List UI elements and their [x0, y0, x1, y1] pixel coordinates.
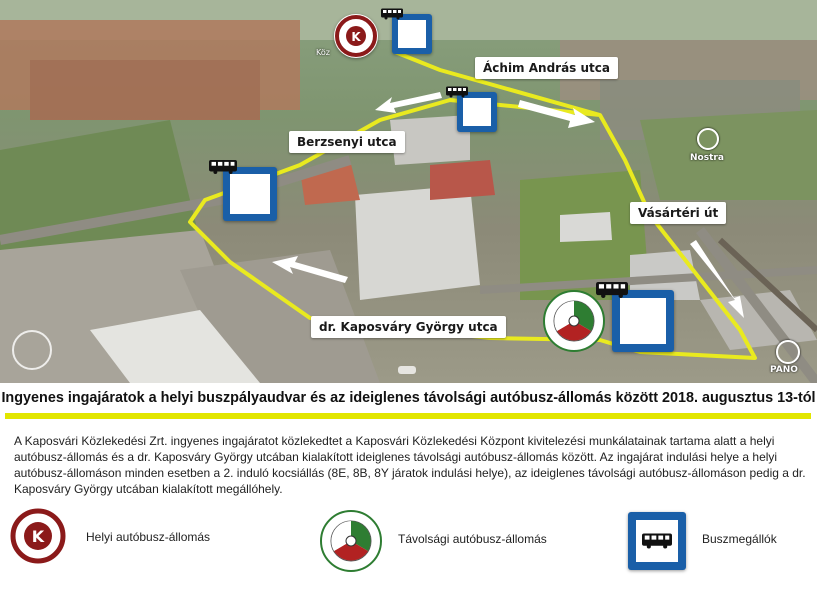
compass-icon[interactable] [12, 330, 52, 370]
long-distance-station-logo-map [543, 290, 605, 352]
long-distance-bus-station-icon [543, 290, 605, 352]
pano-label: PANO [770, 365, 798, 375]
local-bus-station-icon [10, 508, 66, 564]
bus-stop-sign-kaposvary[interactable] [612, 290, 674, 352]
svg-text:K: K [31, 527, 45, 546]
legend-stops-label: Buszmegállók [702, 532, 777, 546]
local-bus-station-logo [334, 14, 378, 58]
street-label-achim: Áchim András utca [475, 57, 618, 79]
bus-icon [209, 160, 237, 174]
legend-local [0, 508, 260, 588]
page-headline: Ingyenes ingajáratok a helyi buszpályaudvar és az ideiglenes távolsági autóbusz-állomás között 2018. augusztus 13-tól [1, 390, 816, 406]
legend-local-label: Helyi autóbusz-állomás [86, 530, 211, 544]
map-slider-handle[interactable] [398, 366, 416, 374]
bus-icon [446, 87, 468, 98]
yellow-divider [5, 413, 811, 419]
nostra-marker-icon[interactable] [697, 128, 719, 150]
bus-stop-sign-achim[interactable] [457, 92, 497, 132]
legend-stops [620, 508, 817, 588]
legend-distance-label: Távolsági autóbusz-állomás [398, 532, 547, 546]
bus-icon [642, 534, 672, 549]
bus-stop-sign-berzsenyi[interactable] [223, 167, 277, 221]
kaposvar-local-bus-station-icon [334, 14, 378, 58]
bus-icon [381, 9, 403, 20]
svg-text:K: K [351, 30, 361, 44]
legend-distance [310, 508, 590, 588]
pano-icon[interactable] [776, 340, 800, 364]
street-label-kaposvary: dr. Kaposváry György utca [311, 316, 506, 338]
street-label-berzsenyi: Berzsenyi utca [289, 131, 405, 153]
street-label-vasarteri: Vásártéri út [630, 202, 726, 224]
long-distance-bus-station-icon [320, 510, 382, 572]
bus-stop-sign-north[interactable] [392, 14, 432, 54]
bus-stop-legend-icon [628, 512, 686, 570]
description-paragraph: A Kaposvári Közlekedési Zrt. ingyenes ingajáratot közlekedtet a Kaposvári Közlekedési Központ kivitelezési munkálatainak tartama alatt a helyi autóbusz-állomás és a dr. Kaposváry György utcában kialakított ideiglenes távolsági autóbusz-állomás között. Az ingajárat indulási helye a helyi autóbusz-állomáson minden esetben a 2. induló kocsiállás (8E, 8B, 8Y járatok indulási helye), az ideiglenes távolsági autóbusz-állomáson pedig a dr. Kaposváry György utcában kialakított megállóhely. [14, 434, 806, 496]
nostra-label: Nostra [690, 153, 724, 163]
koz-label: Köz [316, 48, 330, 57]
